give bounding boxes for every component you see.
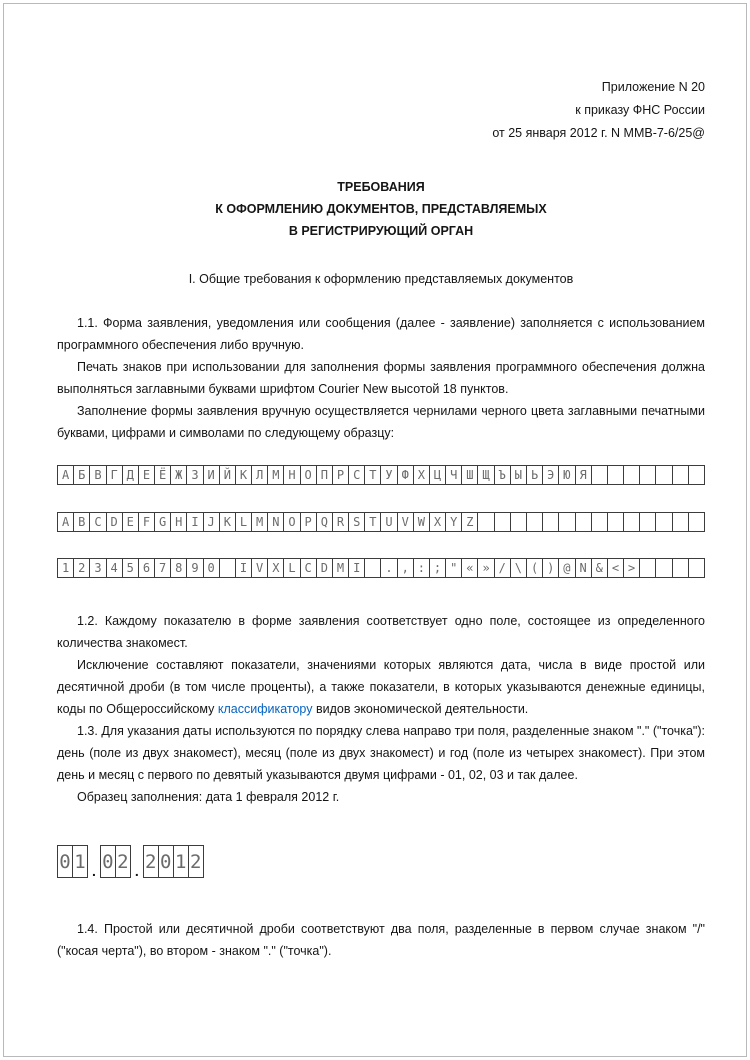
grid-cell: К: [235, 465, 252, 485]
grid-cell: 4: [106, 558, 123, 578]
grid-cell: З: [186, 465, 203, 485]
grid-cell: N: [267, 512, 284, 532]
grid-cell: 2: [143, 845, 159, 878]
date-separator-dot: .: [92, 863, 96, 879]
grid-cell: L: [283, 558, 300, 578]
grid-cell: I: [348, 558, 365, 578]
grid-cell: J: [203, 512, 220, 532]
grid-cell: [639, 512, 656, 532]
grid-cell: »: [477, 558, 494, 578]
grid-cell: S: [348, 512, 365, 532]
grid-cell: I: [235, 558, 252, 578]
grid-cell: Ш: [461, 465, 478, 485]
section-body-end: [57, 918, 705, 962]
grid-cell: 6: [138, 558, 155, 578]
grid-cell: 9: [186, 558, 203, 578]
grid-cell: Щ: [477, 465, 494, 485]
grid-cell: Ж: [170, 465, 187, 485]
grid-cell: Р: [332, 465, 349, 485]
grid-cell: Ф: [397, 465, 414, 485]
paragraph-1-2-field: 1.2. Каждому показателю в форме заявления соответствует одно поле, состоящее из определенного количества знакомест.: [57, 614, 705, 650]
grid-cell: [219, 558, 236, 578]
grid-cell: M: [251, 512, 268, 532]
grid-cell: F: [138, 512, 155, 532]
grid-cell: W: [413, 512, 430, 532]
grid-cell: 0: [203, 558, 220, 578]
grid-cell: ;: [429, 558, 446, 578]
grid-cell: \: [510, 558, 527, 578]
grid-cell: 0: [57, 845, 73, 878]
grid-cell: Э: [542, 465, 559, 485]
grid-cell: У: [380, 465, 397, 485]
grid-cell: D: [316, 558, 333, 578]
grid-cell: X: [267, 558, 284, 578]
grid-cell: [607, 512, 624, 532]
exception-text-after-link: видов экономической деятельности.: [312, 702, 529, 716]
grid-cell: N: [575, 558, 592, 578]
date-year-field: [143, 845, 204, 878]
grid-cell: Х: [413, 465, 430, 485]
grid-cell: C: [300, 558, 317, 578]
grid-cell: T: [364, 512, 381, 532]
grid-cell: [494, 512, 511, 532]
date-day-field: [57, 845, 88, 878]
grid-cell: Ц: [429, 465, 446, 485]
grid-cell: И: [203, 465, 220, 485]
grid-cell: [542, 512, 559, 532]
appendix-order-ref: к приказу ФНС России: [575, 103, 705, 117]
grid-cell: Б: [73, 465, 90, 485]
grid-cell: V: [397, 512, 414, 532]
grid-cell: P: [300, 512, 317, 532]
grid-cell: Н: [283, 465, 300, 485]
grid-cell: Л: [251, 465, 268, 485]
grid-cell: Д: [122, 465, 139, 485]
grid-cell: Ь: [526, 465, 543, 485]
grid-cell: О: [300, 465, 317, 485]
grid-cell: 0: [158, 845, 174, 878]
grid-cell: Y: [445, 512, 462, 532]
grid-cell: Ё: [154, 465, 171, 485]
grid-cell: [510, 512, 527, 532]
grid-cell: [655, 465, 672, 485]
grid-cell: [655, 512, 672, 532]
grid-cell: @: [558, 558, 575, 578]
classifier-link[interactable]: классификатору: [217, 702, 313, 716]
grid-cell: «: [461, 558, 478, 578]
grid-cell: Ы: [510, 465, 527, 485]
grid-cell: U: [380, 512, 397, 532]
date-example: [57, 845, 705, 878]
grid-cell: Ъ: [494, 465, 511, 485]
date-month-field: [100, 845, 131, 878]
paragraph-1-1-manual: Заполнение формы заявления вручную осуществляется чернилами черного цвета заглавными печатными буквами, цифрами и символами по следующему образцу:: [57, 404, 705, 440]
grid-cell: D: [106, 512, 123, 532]
grid-cell: 2: [188, 845, 204, 878]
document-title: [57, 176, 705, 242]
grid-cell: [672, 465, 689, 485]
grid-cell: 2: [73, 558, 90, 578]
grid-cell: [623, 512, 640, 532]
grid-cell: [607, 465, 624, 485]
grid-cell: B: [73, 512, 90, 532]
grid-cell: [688, 465, 705, 485]
grid-cell: [526, 512, 543, 532]
grid-cell: 5: [122, 558, 139, 578]
grid-cell: [591, 512, 608, 532]
grid-cell: [655, 558, 672, 578]
paragraph-1-1-intro: 1.1. Форма заявления, уведомления или сообщения (далее - заявление) заполняется с использованием программного обеспечения либо вручную.: [57, 316, 705, 352]
grid-cell: 8: [170, 558, 187, 578]
grid-cell: 1: [173, 845, 189, 878]
grid-cell: G: [154, 512, 171, 532]
grid-cell: K: [219, 512, 236, 532]
grid-cell: [639, 465, 656, 485]
grid-cell: ): [542, 558, 559, 578]
grid-cell: 7: [154, 558, 171, 578]
grid-cell: М: [267, 465, 284, 485]
grid-cell: [639, 558, 656, 578]
grid-cell: [477, 512, 494, 532]
paragraph-1-2-exception: [57, 654, 705, 720]
paragraph-1-1-print: Печать знаков при использовании для заполнения формы заявления программного обеспечения должна выполняться заглавными буквами шрифтом Courier New высотой 18 пунктов.: [57, 360, 705, 396]
grid-cell: Z: [461, 512, 478, 532]
grid-cell: ": [445, 558, 462, 578]
grid-cell: I: [186, 512, 203, 532]
latin-sample-grid: [57, 512, 705, 532]
grid-cell: >: [623, 558, 640, 578]
grid-cell: ,: [397, 558, 414, 578]
grid-cell: Т: [364, 465, 381, 485]
title-line-2: К ОФОРМЛЕНИЮ ДОКУМЕНТОВ, ПРЕДСТАВЛЯЕМЫХ: [215, 202, 547, 216]
grid-cell: Г: [106, 465, 123, 485]
grid-cell: 3: [89, 558, 106, 578]
grid-cell: C: [89, 512, 106, 532]
grid-cell: H: [170, 512, 187, 532]
grid-cell: [591, 465, 608, 485]
grid-cell: L: [235, 512, 252, 532]
grid-cell: [672, 558, 689, 578]
grid-cell: Ч: [445, 465, 462, 485]
exception-text-before-link: Исключение составляют показатели, значениями которых являются дата, числа в виде простой или десятичной дроби (в том числе проценты), а также показатели, в которых указываются денежные единицы, коды по Общероссийскому: [57, 658, 705, 716]
grid-cell: Я: [575, 465, 592, 485]
grid-cell: [623, 465, 640, 485]
digits-symbols-sample-grid: [57, 558, 705, 578]
grid-cell: [575, 512, 592, 532]
grid-cell: [558, 512, 575, 532]
title-line-3: В РЕГИСТРИРУЮЩИЙ ОРГАН: [288, 224, 474, 238]
grid-cell: П: [316, 465, 333, 485]
grid-cell: A: [57, 512, 74, 532]
grid-cell: В: [89, 465, 106, 485]
grid-cell: [672, 512, 689, 532]
grid-cell: <: [607, 558, 624, 578]
grid-cell: :: [413, 558, 430, 578]
section-body: [57, 312, 705, 444]
grid-cell: 0: [100, 845, 116, 878]
section-heading: I. Общие требования к оформлению представляемых документов: [188, 272, 574, 286]
grid-cell: 2: [115, 845, 131, 878]
grid-cell: Ю: [558, 465, 575, 485]
appendix-number: Приложение N 20: [601, 80, 705, 94]
grid-cell: А: [57, 465, 74, 485]
grid-cell: Й: [219, 465, 236, 485]
paragraph-1-4-fraction: 1.4. Простой или десятичной дроби соответствуют два поля, разделенные в первом случае знаком "/" ("косая черта"), во втором - знаком "." ("точка").: [57, 922, 705, 958]
grid-cell: 1: [72, 845, 88, 878]
grid-cell: V: [251, 558, 268, 578]
date-separator-dot: .: [134, 863, 139, 879]
cyrillic-sample-grid: [57, 465, 705, 485]
grid-cell: X: [429, 512, 446, 532]
grid-cell: M: [332, 558, 349, 578]
grid-cell: O: [283, 512, 300, 532]
grid-cell: [688, 558, 705, 578]
grid-cell: Q: [316, 512, 333, 532]
grid-cell: [688, 512, 705, 532]
grid-cell: &: [591, 558, 608, 578]
title-line-1: ТРЕБОВАНИЯ: [337, 180, 425, 194]
grid-cell: С: [348, 465, 365, 485]
section-body-continued: [57, 610, 705, 808]
grid-cell: (: [526, 558, 543, 578]
grid-cell: .: [380, 558, 397, 578]
grid-cell: R: [332, 512, 349, 532]
appendix-order-date: от 25 января 2012 г. N ММВ-7-6/25@: [492, 126, 705, 140]
grid-cell: [364, 558, 381, 578]
paragraph-1-3-date-rules: 1.3. Для указания даты используются по порядку слева направо три поля, разделенные знаком "." ("точка"): день (поле из двух знакомест), месяц (поле из двух знакомест) и год (поле из четырех знакомест). При этом день и месяц с первого по девятый указываются двумя цифрами - 01, 02, 03 и так далее.: [57, 724, 705, 782]
paragraph-1-3-sample-label: Образец заполнения: дата 1 февраля 2012 г.: [77, 790, 340, 804]
appendix-header: [57, 0, 705, 145]
grid-cell: Е: [138, 465, 155, 485]
grid-cell: /: [494, 558, 511, 578]
grid-cell: E: [122, 512, 139, 532]
grid-cell: 1: [57, 558, 74, 578]
